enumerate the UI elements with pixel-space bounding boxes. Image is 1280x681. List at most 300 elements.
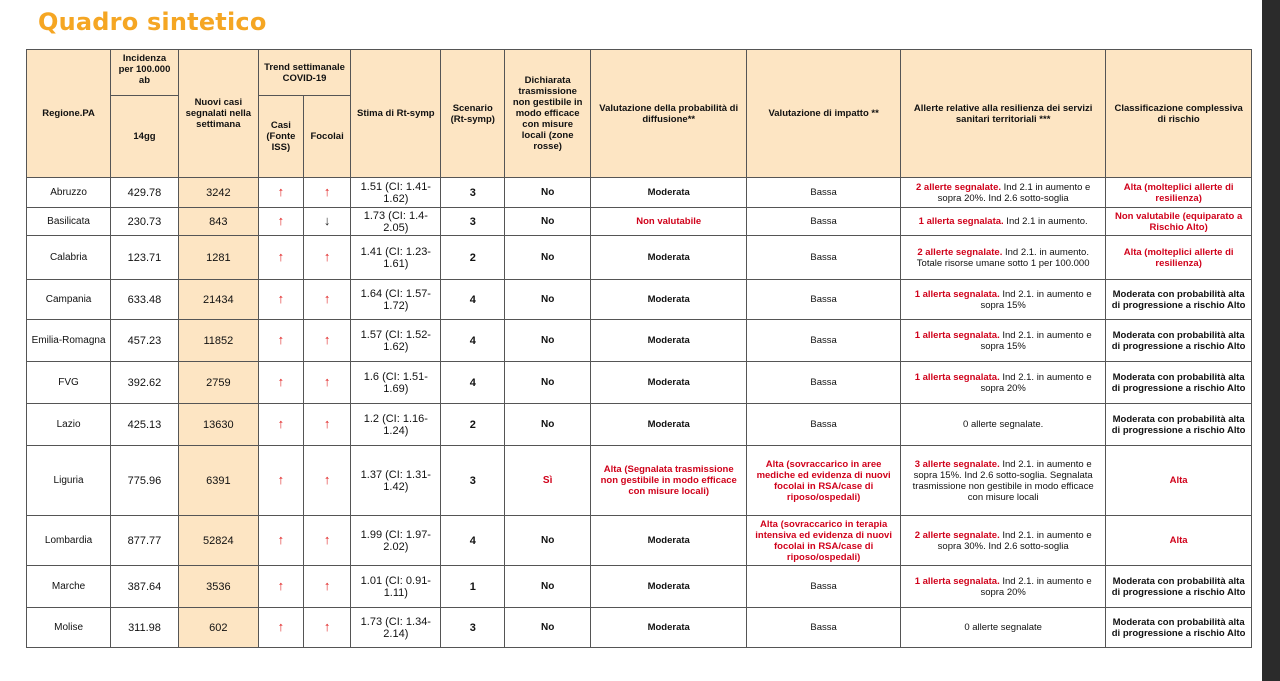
header-trend: Trend settimanale COVID-19 bbox=[258, 50, 350, 96]
cell-impact-text: Alta (sovraccarico in terapia intensiva ed evidenza di nuovi focolai in RSA/case di riposo/ospedali) bbox=[755, 518, 892, 563]
cell-scenario-text: 3 bbox=[469, 474, 476, 487]
cell-classification bbox=[1106, 566, 1252, 608]
cell-trend-outbreaks bbox=[303, 404, 350, 446]
cell-classification bbox=[1106, 320, 1252, 362]
cell-probability-text: Moderata bbox=[647, 622, 690, 633]
cell-declared-text: No bbox=[540, 334, 555, 346]
page-title: Quadro sintetico bbox=[38, 8, 267, 36]
cell-incidence bbox=[111, 236, 179, 280]
cell-new-cases bbox=[178, 516, 258, 566]
cell-rt bbox=[351, 566, 441, 608]
cell-declared-text: No bbox=[540, 251, 555, 263]
cell-declared bbox=[505, 566, 591, 608]
table-row bbox=[27, 320, 1252, 362]
cell-classification bbox=[1106, 608, 1252, 648]
cell-rt-text: 1.41 (CI: 1.23-1.61) bbox=[360, 245, 431, 270]
alert-detail: Ind 2.1 in aumento e sopra 20%. Ind 2.6 sotto-soglia bbox=[937, 181, 1091, 204]
cell-probability-text: Moderata bbox=[647, 335, 690, 346]
cell-new-cases bbox=[178, 362, 258, 404]
table-header bbox=[27, 50, 1252, 178]
cell-rt-text: 1.73 (CI: 1.34-2.14) bbox=[360, 615, 431, 640]
cell-scenario bbox=[441, 516, 505, 566]
cell-incidence bbox=[111, 446, 179, 516]
cell-trend-outbreaks bbox=[303, 608, 350, 648]
cell-classification bbox=[1106, 362, 1252, 404]
cell-rt-text: 1.2 (CI: 1.16-1.24) bbox=[363, 412, 428, 437]
cell-rt bbox=[351, 608, 441, 648]
cell-incidence-text: 457.23 bbox=[127, 334, 162, 347]
arrow-up-icon: ↑ bbox=[323, 531, 331, 547]
cell-scenario bbox=[441, 446, 505, 516]
cell-rt-text: 1.01 (CI: 0.91-1.11) bbox=[360, 574, 431, 599]
cell-region bbox=[27, 178, 111, 208]
cell-scenario bbox=[441, 208, 505, 236]
risk-summary-table-wrapper bbox=[26, 49, 1252, 648]
arrow-up-icon: ↑ bbox=[277, 183, 285, 199]
cell-scenario-text: 2 bbox=[469, 418, 476, 431]
cell-alerts bbox=[901, 320, 1106, 362]
cell-classification bbox=[1106, 280, 1252, 320]
cell-incidence bbox=[111, 608, 179, 648]
alert-detail: 0 allerte segnalate. bbox=[963, 419, 1044, 430]
cell-declared-text: No bbox=[540, 215, 555, 227]
cell-trend-cases bbox=[258, 236, 303, 280]
arrow-up-icon: ↑ bbox=[323, 618, 331, 634]
header-probability: Valutazione della probabilità di diffusione** bbox=[591, 50, 747, 178]
cell-impact-text: Bassa bbox=[810, 187, 837, 198]
cell-region bbox=[27, 320, 111, 362]
arrow-up-icon: ↑ bbox=[323, 290, 331, 306]
cell-impact-text: Bassa bbox=[810, 622, 837, 633]
cell-trend-cases bbox=[258, 362, 303, 404]
cell-trend-cases bbox=[258, 446, 303, 516]
cell-declared-text: No bbox=[540, 621, 555, 633]
cell-scenario bbox=[441, 236, 505, 280]
cell-impact-text: Bassa bbox=[810, 335, 837, 346]
cell-classification bbox=[1106, 236, 1252, 280]
cell-rt bbox=[351, 516, 441, 566]
alert-detail: Ind 2.1. in aumento e sopra 20% bbox=[980, 371, 1092, 394]
header-incidence-sub: 14gg bbox=[111, 96, 179, 178]
cell-probability bbox=[591, 516, 747, 566]
cell-declared bbox=[505, 208, 591, 236]
cell-impact bbox=[747, 362, 901, 404]
cell-rt bbox=[351, 208, 441, 236]
cell-region bbox=[27, 566, 111, 608]
cell-alerts bbox=[901, 446, 1106, 516]
cell-trend-outbreaks bbox=[303, 236, 350, 280]
cell-incidence-text: 392.62 bbox=[127, 376, 162, 389]
cell-new-cases-text: 21434 bbox=[203, 293, 234, 306]
cell-alerts bbox=[901, 516, 1106, 566]
cell-scenario bbox=[441, 404, 505, 446]
arrow-up-icon: ↑ bbox=[323, 415, 331, 431]
cell-probability-text: Moderata bbox=[647, 581, 690, 592]
cell-incidence bbox=[111, 208, 179, 236]
cell-probability-text: Alta (Segnalata trasmissione non gestibile in modo efficace con misure locali) bbox=[600, 464, 737, 497]
cell-rt bbox=[351, 320, 441, 362]
cell-impact bbox=[747, 236, 901, 280]
alert-detail: Ind 2.1. in aumento e sopra 20% bbox=[980, 575, 1092, 598]
cell-alerts bbox=[901, 566, 1106, 608]
cell-incidence-text: 387.64 bbox=[127, 580, 162, 593]
table-row bbox=[27, 608, 1252, 648]
header-scenario: Scenario (Rt-symp) bbox=[441, 50, 505, 178]
cell-new-cases-text: 6391 bbox=[206, 474, 231, 487]
cell-trend-cases bbox=[258, 566, 303, 608]
alert-detail: Ind 2.1 in aumento. bbox=[1003, 216, 1088, 227]
cell-new-cases-text: 843 bbox=[209, 215, 228, 228]
cell-probability bbox=[591, 320, 747, 362]
cell-declared bbox=[505, 280, 591, 320]
cell-alerts bbox=[901, 362, 1106, 404]
cell-impact bbox=[747, 516, 901, 566]
cell-scenario-text: 4 bbox=[469, 334, 476, 347]
alert-detail: Ind 2.1. in aumento e sopra 30%. Ind 2.6 sotto-soglia bbox=[937, 529, 1092, 552]
cell-impact bbox=[747, 178, 901, 208]
table-row bbox=[27, 446, 1252, 516]
cell-classification bbox=[1106, 516, 1252, 566]
cell-probability-text: Moderata bbox=[647, 535, 690, 546]
header-incidence: Incidenza per 100.000 ab bbox=[111, 50, 179, 96]
cell-new-cases bbox=[178, 566, 258, 608]
header-declared: Dichiarata trasmissione non gestibile in modo efficace con misure locali (zone rosse) bbox=[505, 50, 591, 178]
cell-scenario bbox=[441, 178, 505, 208]
arrow-up-icon: ↑ bbox=[277, 373, 285, 389]
cell-classification bbox=[1106, 404, 1252, 446]
cell-rt bbox=[351, 362, 441, 404]
cell-trend-outbreaks bbox=[303, 446, 350, 516]
cell-rt bbox=[351, 178, 441, 208]
arrow-up-icon: ↑ bbox=[323, 331, 331, 347]
cell-scenario-text: 3 bbox=[469, 186, 476, 199]
arrow-up-icon: ↑ bbox=[323, 373, 331, 389]
alert-count: 3 allerte segnalate. bbox=[914, 458, 1000, 470]
header-rt: Stima di Rt-symp bbox=[351, 50, 441, 178]
cell-region bbox=[27, 208, 111, 236]
cell-impact-text: Alta (sovraccarico in aree mediche ed evidenza di nuovi focolai in RSA/case di riposo/ospedali) bbox=[756, 458, 891, 503]
arrow-up-icon: ↑ bbox=[323, 183, 331, 199]
cell-probability-text: Moderata bbox=[647, 294, 690, 305]
cell-probability bbox=[591, 404, 747, 446]
cell-rt-text: 1.99 (CI: 1.97-2.02) bbox=[360, 528, 431, 553]
cell-declared bbox=[505, 236, 591, 280]
cell-classification-text: Alta (molteplici allerte di resilienza) bbox=[1123, 181, 1234, 204]
cell-impact-text: Bassa bbox=[810, 252, 837, 263]
table-row bbox=[27, 178, 1252, 208]
cell-incidence-text: 877.77 bbox=[127, 534, 162, 547]
cell-trend-outbreaks bbox=[303, 178, 350, 208]
cell-region-text: FVG bbox=[58, 376, 79, 388]
alert-count: 1 allerta segnalata. bbox=[914, 575, 1000, 587]
cell-classification-text: Alta (molteplici allerte di resilienza) bbox=[1123, 246, 1234, 269]
cell-trend-cases bbox=[258, 178, 303, 208]
alert-detail: Ind 2.1. in aumento. Totale risorse umane sotto 1 per 100.000 bbox=[916, 246, 1090, 269]
cell-incidence-text: 633.48 bbox=[127, 293, 162, 306]
cell-rt bbox=[351, 236, 441, 280]
arrow-up-icon: ↑ bbox=[277, 531, 285, 547]
cell-rt-text: 1.51 (CI: 1.41-1.62) bbox=[360, 180, 431, 205]
alert-count: 1 allerta segnalata. bbox=[918, 216, 1004, 227]
cell-impact bbox=[747, 404, 901, 446]
cell-trend-outbreaks bbox=[303, 280, 350, 320]
cell-classification-text: Non valutabile (equiparato a Rischio Alto) bbox=[1115, 210, 1243, 233]
arrow-up-icon: ↑ bbox=[277, 415, 285, 431]
table-row bbox=[27, 404, 1252, 446]
cell-region-text: Liguria bbox=[53, 474, 84, 486]
cell-incidence-text: 230.73 bbox=[127, 215, 162, 228]
cell-alerts bbox=[901, 280, 1106, 320]
arrow-up-icon: ↑ bbox=[277, 577, 285, 593]
cell-incidence bbox=[111, 362, 179, 404]
cell-impact bbox=[747, 446, 901, 516]
arrow-up-icon: ↑ bbox=[323, 248, 331, 264]
cell-incidence-text: 429.78 bbox=[127, 186, 162, 199]
arrow-up-icon: ↑ bbox=[277, 212, 285, 228]
window-edge bbox=[1262, 0, 1280, 681]
cell-incidence-text: 123.71 bbox=[127, 251, 162, 264]
cell-region bbox=[27, 236, 111, 280]
cell-incidence bbox=[111, 404, 179, 446]
alert-detail: Ind 2.1. in aumento e sopra 15%. Ind 2.6 sotto-soglia. Segnalata trasmissione non gestibile in modo efficace con misure locali bbox=[912, 458, 1094, 503]
arrow-up-icon: ↑ bbox=[277, 248, 285, 264]
cell-incidence bbox=[111, 320, 179, 362]
cell-probability-text: Moderata bbox=[647, 377, 690, 388]
header-region: Regione.PA bbox=[27, 50, 111, 178]
cell-scenario bbox=[441, 280, 505, 320]
arrow-up-icon: ↑ bbox=[277, 618, 285, 634]
cell-incidence bbox=[111, 280, 179, 320]
cell-region-text: Abruzzo bbox=[50, 186, 87, 198]
cell-trend-cases bbox=[258, 280, 303, 320]
cell-region bbox=[27, 446, 111, 516]
cell-classification-text: Moderata con probabilità alta di progressione a rischio Alto bbox=[1111, 288, 1246, 311]
cell-declared-text: No bbox=[540, 534, 555, 546]
alert-count: 1 allerta segnalata. bbox=[914, 329, 1000, 341]
cell-scenario bbox=[441, 320, 505, 362]
cell-scenario-text: 4 bbox=[469, 376, 476, 389]
cell-classification-text: Alta bbox=[1169, 475, 1188, 486]
cell-new-cases bbox=[178, 208, 258, 236]
cell-new-cases bbox=[178, 320, 258, 362]
cell-impact-text: Bassa bbox=[810, 419, 837, 430]
cell-trend-cases bbox=[258, 516, 303, 566]
cell-declared bbox=[505, 608, 591, 648]
cell-impact bbox=[747, 566, 901, 608]
cell-new-cases-text: 2759 bbox=[206, 376, 231, 389]
cell-scenario-text: 1 bbox=[469, 580, 476, 593]
cell-trend-outbreaks bbox=[303, 516, 350, 566]
arrow-up-icon: ↑ bbox=[323, 577, 331, 593]
cell-classification-text: Moderata con probabilità alta di progressione a rischio Alto bbox=[1111, 329, 1246, 352]
table-row bbox=[27, 516, 1252, 566]
cell-probability-text: Non valutabile bbox=[636, 216, 702, 227]
cell-trend-outbreaks bbox=[303, 208, 350, 236]
cell-declared bbox=[505, 362, 591, 404]
cell-trend-outbreaks bbox=[303, 320, 350, 362]
cell-new-cases bbox=[178, 178, 258, 208]
header-trend-cases: Casi (Fonte ISS) bbox=[258, 96, 303, 178]
cell-probability bbox=[591, 208, 747, 236]
cell-impact-text: Bassa bbox=[810, 377, 837, 388]
cell-declared bbox=[505, 178, 591, 208]
cell-incidence-text: 311.98 bbox=[128, 621, 161, 634]
cell-incidence-text: 775.96 bbox=[127, 474, 162, 487]
header-trend-outbreaks: Focolai bbox=[303, 96, 350, 178]
cell-impact-text: Bassa bbox=[810, 581, 837, 592]
header-alerts: Allerte relative alla resilienza dei servizi sanitari territoriali *** bbox=[901, 50, 1106, 178]
cell-trend-cases bbox=[258, 608, 303, 648]
alert-count: 2 allerte segnalate. bbox=[916, 181, 1002, 193]
cell-classification-text: Moderata con probabilità alta di progressione a rischio Alto bbox=[1111, 413, 1246, 436]
cell-scenario-text: 4 bbox=[469, 293, 476, 306]
alert-count: 1 allerta segnalata. bbox=[914, 288, 1000, 300]
cell-alerts bbox=[901, 608, 1106, 648]
cell-probability bbox=[591, 362, 747, 404]
cell-declared-text: No bbox=[540, 376, 555, 388]
cell-new-cases bbox=[178, 236, 258, 280]
table-row bbox=[27, 208, 1252, 236]
cell-new-cases-text: 602 bbox=[209, 621, 228, 634]
cell-region-text: Calabria bbox=[49, 251, 88, 263]
table-row bbox=[27, 566, 1252, 608]
cell-region bbox=[27, 280, 111, 320]
cell-probability-text: Moderata bbox=[647, 419, 690, 430]
cell-classification-text: Alta bbox=[1169, 535, 1188, 546]
cell-declared-text: No bbox=[540, 580, 555, 592]
alert-count: 2 allerte segnalate. bbox=[914, 529, 1000, 541]
cell-scenario-text: 2 bbox=[469, 251, 476, 264]
cell-declared bbox=[505, 320, 591, 362]
cell-region-text: Molise bbox=[54, 621, 84, 633]
cell-region-text: Lombardia bbox=[44, 534, 93, 546]
arrow-up-icon: ↑ bbox=[323, 471, 331, 487]
cell-scenario bbox=[441, 566, 505, 608]
header-classification: Classificazione complessiva di rischio bbox=[1106, 50, 1252, 178]
cell-classification-text: Moderata con probabilità alta di progressione a rischio Alto bbox=[1111, 616, 1246, 639]
cell-region-text: Emilia-Romagna bbox=[31, 334, 106, 346]
cell-probability bbox=[591, 608, 747, 648]
cell-region bbox=[27, 404, 111, 446]
cell-classification-text: Moderata con probabilità alta di progressione a rischio Alto bbox=[1111, 575, 1246, 598]
table-row bbox=[27, 236, 1252, 280]
table-body bbox=[27, 178, 1252, 648]
cell-new-cases bbox=[178, 404, 258, 446]
cell-declared bbox=[505, 516, 591, 566]
cell-probability bbox=[591, 178, 747, 208]
cell-classification bbox=[1106, 446, 1252, 516]
cell-trend-outbreaks bbox=[303, 362, 350, 404]
cell-rt-text: 1.73 (CI: 1.4-2.05) bbox=[363, 209, 428, 234]
table-row bbox=[27, 280, 1252, 320]
cell-region-text: Campania bbox=[45, 293, 92, 305]
cell-incidence bbox=[111, 566, 179, 608]
cell-rt-text: 1.37 (CI: 1.31-1.42) bbox=[360, 468, 431, 493]
cell-impact bbox=[747, 208, 901, 236]
cell-rt bbox=[351, 404, 441, 446]
alert-detail: Ind 2.1. in aumento e sopra 15% bbox=[980, 288, 1092, 311]
cell-probability bbox=[591, 280, 747, 320]
cell-scenario bbox=[441, 362, 505, 404]
cell-region bbox=[27, 608, 111, 648]
cell-classification-text: Moderata con probabilità alta di progressione a rischio Alto bbox=[1111, 371, 1246, 394]
cell-alerts bbox=[901, 178, 1106, 208]
cell-rt bbox=[351, 446, 441, 516]
cell-region bbox=[27, 516, 111, 566]
cell-new-cases-text: 11852 bbox=[203, 334, 234, 347]
cell-trend-cases bbox=[258, 320, 303, 362]
cell-new-cases bbox=[178, 280, 258, 320]
alert-detail: 0 allerte segnalate bbox=[964, 622, 1042, 633]
cell-declared-text: Sì bbox=[542, 474, 553, 486]
cell-rt-text: 1.57 (CI: 1.52-1.62) bbox=[360, 328, 431, 353]
cell-new-cases-text: 52824 bbox=[203, 534, 234, 547]
risk-summary-table bbox=[26, 49, 1252, 648]
cell-region-text: Basilicata bbox=[47, 215, 90, 227]
cell-declared-text: No bbox=[540, 418, 555, 430]
cell-new-cases-text: 3242 bbox=[206, 186, 231, 199]
cell-impact bbox=[747, 608, 901, 648]
cell-probability-text: Moderata bbox=[647, 187, 690, 198]
cell-classification bbox=[1106, 208, 1252, 236]
cell-declared bbox=[505, 404, 591, 446]
cell-new-cases bbox=[178, 608, 258, 648]
arrow-up-icon: ↑ bbox=[277, 471, 285, 487]
header-new-cases: Nuovi casi segnalati nella settimana bbox=[178, 50, 258, 178]
alert-count: 2 allerte segnalate. bbox=[917, 246, 1003, 258]
alert-count: 1 allerta segnalata. bbox=[914, 371, 1000, 383]
cell-classification bbox=[1106, 178, 1252, 208]
cell-alerts bbox=[901, 404, 1106, 446]
cell-trend-cases bbox=[258, 404, 303, 446]
arrow-up-icon: ↑ bbox=[277, 331, 285, 347]
cell-declared-text: No bbox=[540, 186, 555, 198]
cell-region-text: Marche bbox=[51, 580, 86, 592]
cell-trend-cases bbox=[258, 208, 303, 236]
cell-scenario-text: 3 bbox=[469, 621, 476, 634]
cell-probability bbox=[591, 566, 747, 608]
arrow-down-icon: ↓ bbox=[323, 212, 331, 228]
cell-impact bbox=[747, 320, 901, 362]
cell-impact-text: Bassa bbox=[810, 294, 837, 305]
cell-rt bbox=[351, 280, 441, 320]
alert-detail: Ind 2.1. in aumento e sopra 15% bbox=[980, 329, 1092, 352]
cell-impact bbox=[747, 280, 901, 320]
cell-rt-text: 1.6 (CI: 1.51-1.69) bbox=[363, 370, 428, 395]
cell-region bbox=[27, 362, 111, 404]
cell-alerts bbox=[901, 236, 1106, 280]
cell-region-text: Lazio bbox=[56, 418, 81, 430]
cell-scenario-text: 3 bbox=[469, 215, 476, 228]
cell-incidence-text: 425.13 bbox=[127, 418, 162, 431]
cell-new-cases-text: 13630 bbox=[203, 418, 234, 431]
header-impact: Valutazione di impatto ** bbox=[747, 50, 901, 178]
cell-impact-text: Bassa bbox=[810, 216, 837, 227]
cell-probability bbox=[591, 446, 747, 516]
cell-scenario bbox=[441, 608, 505, 648]
cell-incidence bbox=[111, 178, 179, 208]
cell-new-cases-text: 1281 bbox=[206, 251, 231, 264]
cell-declared-text: No bbox=[540, 293, 555, 305]
cell-probability-text: Moderata bbox=[647, 252, 690, 263]
cell-declared bbox=[505, 446, 591, 516]
cell-rt-text: 1.64 (CI: 1.57-1.72) bbox=[360, 287, 431, 312]
cell-probability bbox=[591, 236, 747, 280]
arrow-up-icon: ↑ bbox=[277, 290, 285, 306]
cell-trend-outbreaks bbox=[303, 566, 350, 608]
cell-scenario-text: 4 bbox=[469, 534, 476, 547]
cell-incidence bbox=[111, 516, 179, 566]
